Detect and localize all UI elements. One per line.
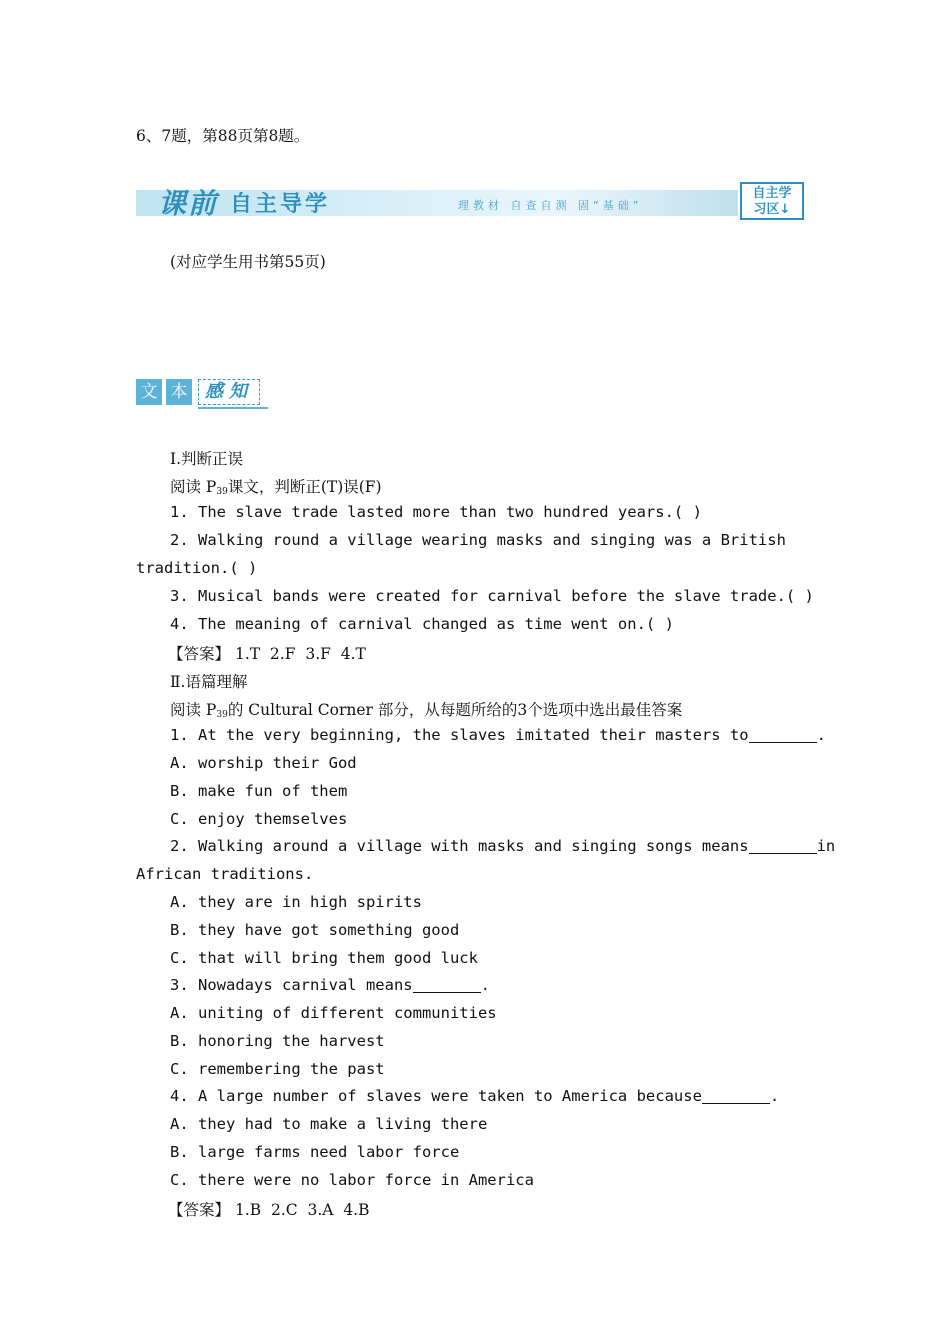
answer-label: 【答案】: [168, 1201, 231, 1219]
part2-heading: Ⅱ.语篇理解: [170, 673, 248, 691]
question-text: 1. At the very beginning, the slaves imitated their masters to: [170, 726, 749, 744]
answer-blank: [413, 991, 481, 993]
self-study-badge: [740, 182, 804, 220]
option: A. worship their God: [170, 754, 357, 772]
question-text: 4. A large number of slaves were taken to America because: [170, 1087, 702, 1105]
part1-question: 3. Musical bands were created for carnival before the slave trade.( ): [170, 587, 814, 605]
option: A. they had to make a living there: [170, 1115, 488, 1133]
part2-question: [170, 837, 835, 855]
section-label: 感知: [198, 379, 260, 405]
arrow-down-icon: ↓: [779, 202, 791, 217]
section-underline: [198, 407, 268, 409]
page-reference: (对应学生用书第55页): [170, 253, 326, 271]
answer-blank: [749, 741, 817, 743]
section-cell-2: 本: [166, 379, 192, 405]
part2-answer: [168, 1198, 370, 1220]
banner-title-part1: 课前: [158, 187, 219, 220]
instr-text: 阅读 P: [170, 478, 217, 496]
answer-blank: [702, 1102, 770, 1104]
option: A. uniting of different communities: [170, 1004, 497, 1022]
badge-line1: 自主学: [752, 186, 792, 201]
question-end: .: [480, 976, 490, 994]
answer-text: 1.B 2.C 3.A 4.B: [234, 1201, 370, 1219]
part1-heading: Ⅰ.判断正误: [170, 450, 244, 468]
option: A. they are in high spirits: [170, 893, 422, 911]
banner-slogan: 理教材 自查自测 固“基础”: [458, 199, 643, 212]
option: B. large farms need labor force: [170, 1143, 460, 1161]
section-cell-1: 文: [136, 379, 162, 405]
instr-page: 39: [216, 710, 228, 720]
section-banner: [136, 182, 806, 222]
instr-text: 课文，判断正(T)误(F): [227, 478, 382, 496]
part1-question: 2. Walking round a village wearing masks and singing was a British: [170, 531, 786, 549]
part1-instruction: [170, 475, 382, 497]
part1-answer: [168, 642, 366, 664]
part1-question: tradition.( ): [136, 559, 258, 577]
part1-question: 4. The meaning of carnival changed as time went on.( ): [170, 615, 674, 633]
top-line: 6、7题，第88页第8题。: [136, 127, 310, 145]
banner-title-part2: 自主导学: [230, 191, 331, 217]
part2-question: [170, 726, 826, 744]
option: B. they have got something good: [170, 921, 460, 939]
option: C. there were no labor force in America: [170, 1171, 534, 1189]
part2-question: [170, 976, 490, 994]
part2-instruction: [170, 698, 682, 720]
question-end: in: [816, 837, 836, 855]
instr-text: 的 Cultural Corner 部分，从每题所给的3个选项中选出最佳答案: [227, 701, 683, 719]
part2-question: African traditions.: [136, 865, 314, 883]
question-text: 2. Walking around a village with masks and singing songs means: [170, 837, 749, 855]
banner-strip: [136, 190, 738, 216]
part2-question: [170, 1087, 779, 1105]
part1-question: 1. The slave trade lasted more than two hundred years.( ): [170, 503, 702, 521]
badge-line2-row: [742, 202, 802, 218]
option: B. make fun of them: [170, 782, 348, 800]
answer-text: 1.T 2.F 3.F 4.T: [234, 645, 366, 663]
option: C. remembering the past: [170, 1060, 385, 1078]
option: C. enjoy themselves: [170, 810, 348, 828]
option: B. honoring the harvest: [170, 1032, 385, 1050]
option: C. that will bring them good luck: [170, 949, 478, 967]
question-text: 3. Nowadays carnival means: [170, 976, 413, 994]
answer-blank: [749, 852, 817, 854]
badge-line2: 习区: [753, 202, 780, 217]
question-end: .: [816, 726, 826, 744]
answer-label: 【答案】: [168, 645, 231, 663]
question-end: .: [769, 1087, 780, 1105]
instr-text: 阅读 P: [170, 701, 217, 719]
instr-page: 39: [216, 487, 228, 497]
section-header: [136, 379, 268, 411]
